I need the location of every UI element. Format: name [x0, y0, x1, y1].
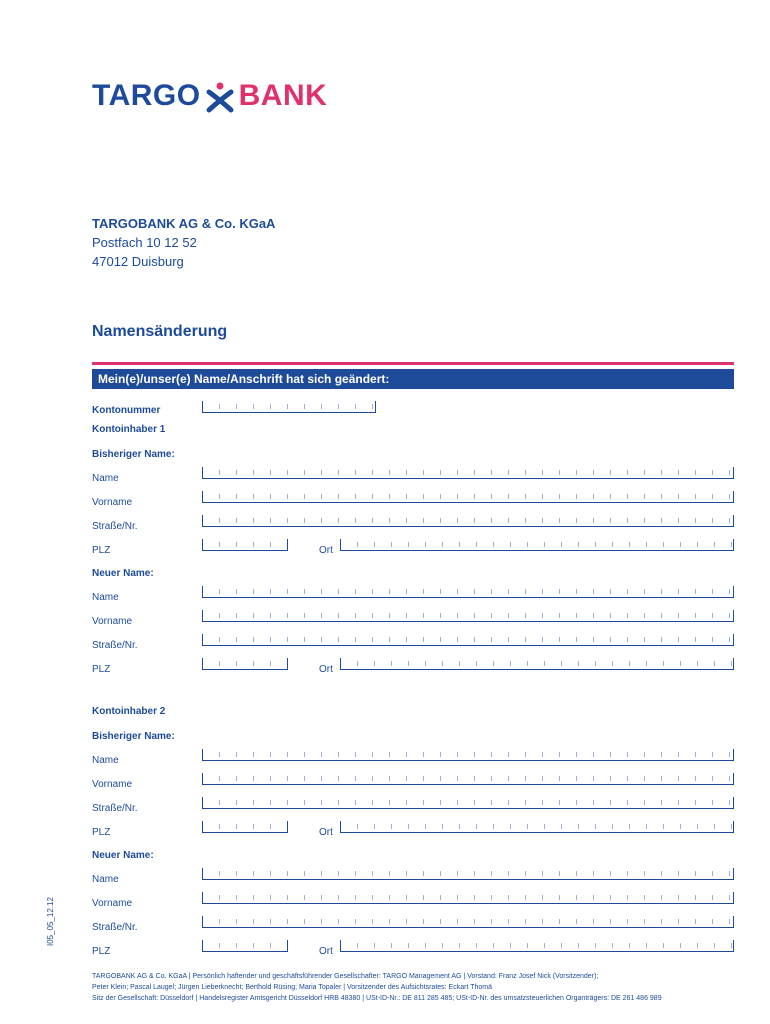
- recipient-address: [92, 214, 275, 271]
- holder2-new-ort-field[interactable]: [340, 940, 734, 952]
- holder2-prev-vorname-label: Vorname: [92, 779, 133, 790]
- holder1-prev-vorname-label: Vorname: [92, 497, 133, 508]
- kontonummer-field[interactable]: [202, 401, 376, 413]
- holder2-prev-plz-label: PLZ: [92, 827, 111, 838]
- holder2-new-name-label: Name: [92, 874, 119, 885]
- holder2-heading: Kontoinhaber 2: [92, 706, 166, 717]
- holder2-prev-ort-field[interactable]: [340, 821, 734, 833]
- holder2-prev-name-label: Name: [92, 755, 119, 766]
- holder1-prev-name-label: Name: [92, 473, 119, 484]
- form-code: I05_05_12.12: [46, 897, 55, 946]
- holder1-heading: Kontoinhaber 1: [92, 424, 166, 435]
- holder1-prev-ort-field[interactable]: [340, 539, 734, 551]
- holder2-prev-ort-label: Ort: [319, 827, 333, 838]
- holder2-new-vorname-label: Vorname: [92, 898, 133, 909]
- targobank-x-mark-icon: [205, 76, 235, 116]
- logo-word-bank: BANK: [238, 79, 328, 112]
- holder1-new-vorname-field[interactable]: [202, 610, 734, 622]
- holder1-new-strasse-field[interactable]: [202, 634, 734, 646]
- holder2-prev-strasse-label: Straße/Nr.: [92, 803, 138, 814]
- holder1-new-vorname-label: Vorname: [92, 616, 133, 627]
- holder2-new-vorname-field[interactable]: [202, 892, 734, 904]
- holder2-new-plz-label: PLZ: [92, 946, 111, 957]
- holder2-prev-name-field[interactable]: [202, 749, 734, 761]
- holder1-prev-ort-label: Ort: [319, 545, 333, 556]
- kontonummer-label: Kontonummer: [92, 405, 161, 416]
- address-line2: 47012 Duisburg: [92, 254, 184, 269]
- holder1-prev-strasse-label: Straße/Nr.: [92, 521, 138, 532]
- holder1-new-name-label: Name: [92, 592, 119, 603]
- footer-line1: TARGOBANK AG & Co. KGaA | Persönlich haftender und geschäftsführender Gesellschafter: TARGO Management AG | Vorstand: Franz Josef Nick (Vorsitzender);: [92, 973, 599, 980]
- logo-word-targo: TARGO: [92, 79, 201, 112]
- holder1-prev-vorname-field[interactable]: [202, 491, 734, 503]
- holder1-new-strasse-label: Straße/Nr.: [92, 640, 138, 651]
- holder1-new-plz-field[interactable]: [202, 658, 288, 670]
- holder2-new-strasse-label: Straße/Nr.: [92, 922, 138, 933]
- section-banner: Mein(e)/unser(e) Name/Anschrift hat sich geändert:: [92, 369, 734, 389]
- holder1-prev-plz-label: PLZ: [92, 545, 111, 556]
- targobank-logo: [92, 76, 327, 116]
- address-company: TARGOBANK AG & Co. KGaA: [92, 216, 276, 231]
- holder2-new-ort-label: Ort: [319, 946, 333, 957]
- address-line1: Postfach 10 12 52: [92, 235, 197, 250]
- holder1-new-plz-label: PLZ: [92, 664, 111, 675]
- holder2-new-plz-field[interactable]: [202, 940, 288, 952]
- form-title: Namensänderung: [92, 323, 228, 340]
- holder2-prev-vorname-field[interactable]: [202, 773, 734, 785]
- holder1-new-heading: Neuer Name:: [92, 568, 154, 579]
- holder2-new-heading: Neuer Name:: [92, 850, 154, 861]
- holder2-new-strasse-field[interactable]: [202, 916, 734, 928]
- holder1-prev-name-field[interactable]: [202, 467, 734, 479]
- footer-line2: Peter Klein; Pascal Laugel; Jürgen Lieberknecht; Berthold Rüsing; Maria Topaler | Vorsitzender des Aufsichtsrates: Eckart Thomä: [92, 984, 492, 991]
- holder1-prev-plz-field[interactable]: [202, 539, 288, 551]
- legal-footer: [92, 971, 742, 1004]
- holder2-previous-heading: Bisheriger Name:: [92, 731, 175, 742]
- holder2-new-name-field[interactable]: [202, 868, 734, 880]
- holder1-previous-heading: Bisheriger Name:: [92, 449, 175, 460]
- title-divider: [92, 362, 734, 365]
- footer-line3: Sitz der Gesellschaft: Düsseldorf | Handelsregister Amtsgericht Düsseldorf HRB 48380 | USt-ID-Nr.: DE 811 285 485; USt-ID-Nr. des umsatzsteuerlichen Organträgers: DE 261 486 989: [92, 995, 662, 1002]
- holder1-prev-strasse-field[interactable]: [202, 515, 734, 527]
- holder1-new-ort-label: Ort: [319, 664, 333, 675]
- holder1-new-ort-field[interactable]: [340, 658, 734, 670]
- holder2-prev-strasse-field[interactable]: [202, 797, 734, 809]
- holder1-new-name-field[interactable]: [202, 586, 734, 598]
- holder2-prev-plz-field[interactable]: [202, 821, 288, 833]
